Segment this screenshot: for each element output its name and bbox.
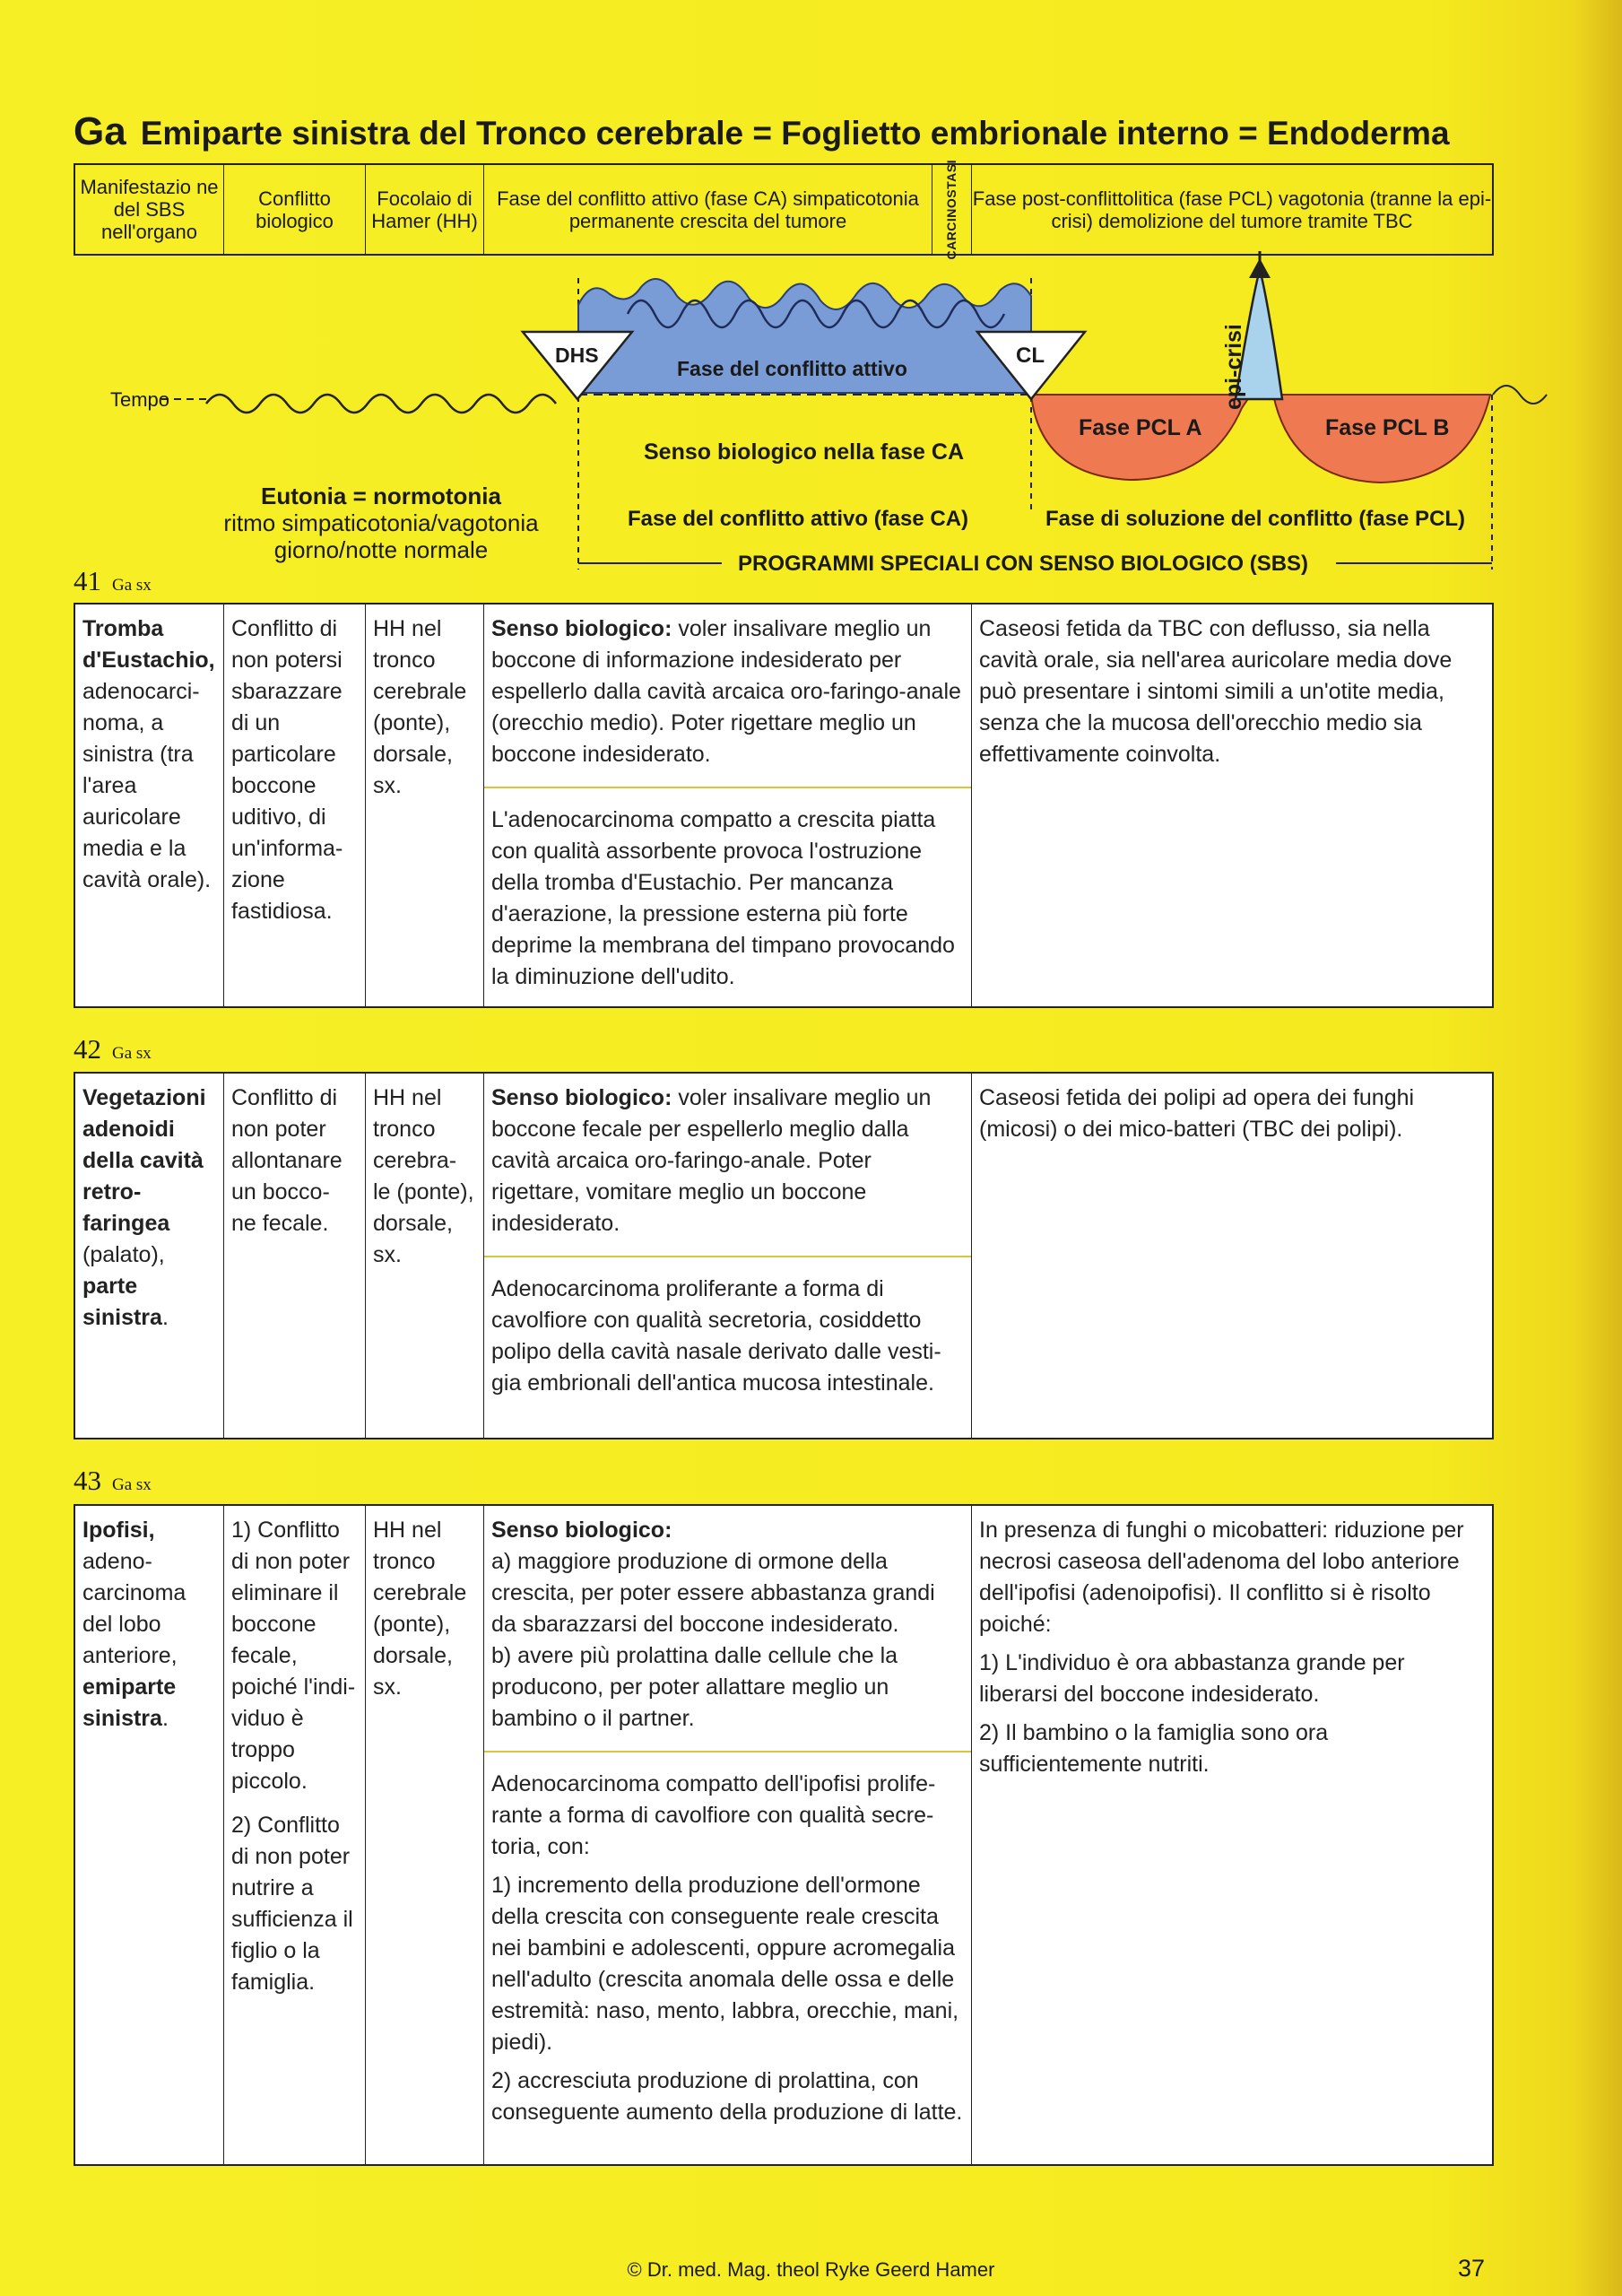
senso-label: Senso biologico:	[491, 1518, 672, 1543]
eutonia-label: Eutonia = normotonia	[261, 483, 501, 509]
conflitto-cell: Conflitto di non poter allontanare un bocco- ne fecale.	[224, 1074, 366, 1438]
tempo-label: Tempo	[110, 388, 170, 411]
header-fase-ca: Fase del conflitto attivo (fase CA) simpaticotonia permanente crescita del tumore	[484, 165, 932, 254]
ca-text: Adenocarcinoma proliferante a forma di cavolfiore con qualità secretoria, cosiddetto polipo della cavità nasale derivato dalle vesti- gia embrionali dell'antica mucosa intestinale.	[491, 1276, 941, 1396]
fase-pcl-cell	[972, 1506, 1492, 2164]
dhs-label: DHS	[555, 344, 599, 367]
organ-desc: adenocarci- noma, a sinistra (tra l'area auricolare media e la cavità orale).	[82, 679, 212, 892]
focolaio-cell: HH nel tronco cerebra- le (ponte), dorsale, sx.	[366, 1074, 484, 1438]
organ-cell	[75, 1506, 224, 2164]
fase-pcl-cell: Caseosi fetida dei polipi ad opera dei funghi (micosi) o dei mico-batteri (TBC dei polipi).	[979, 1085, 1415, 1142]
fase-pcl-cell: Caseosi fetida da TBC con deflusso, sia nella cavità orale, sia nell'area auricolare media dove può presentare i sintomi simili a un'otite media, senza che la mucosa dell'orecchio medio sia effettivamente coinvolta.	[979, 616, 1453, 767]
row-sub: Ga sx	[112, 576, 152, 595]
epicrisi-label: epi-crisi	[1221, 324, 1246, 410]
senso-block	[484, 1074, 971, 1248]
header-table	[74, 159, 1494, 260]
section-code: Ga	[74, 109, 126, 153]
eutonia-block	[202, 483, 560, 563]
senso-b: b) avere più prolattina dalle cellule che la producono, per poter allattare meglio un bambino o il partner.	[491, 1643, 898, 1731]
fase-ca-cell	[484, 604, 972, 1006]
section-title: Emiparte sinistra del Tronco cerebrale = Foglietto embrionale interno = Endoderma	[140, 115, 1450, 152]
senso-block	[484, 1506, 971, 1744]
senso-ca-label: Senso biologico nella fase CA	[644, 439, 965, 465]
senso-text: voler insalivare meglio un boccone fecale per espellerlo meglio dalla cavità arcaica oro-faringo-anale. Poter rigettare, vomitare meglio un boccone indesiderato.	[491, 1085, 932, 1236]
organ-cell	[75, 604, 224, 1006]
ca-1: 1) incremento della produzione dell'ormone della crescita con conseguente reale crescita nei bambini e adolescenti, oppure acromegalia nell'adulto (crescita anomala delle ossa e delle estremità: naso, mento, labbra, orecchie, mani, piedi).	[491, 1873, 959, 2055]
header-manifestazione: Manifestazio ne del SBS nell'organo	[75, 165, 224, 254]
normotonia-wave	[206, 395, 556, 413]
fase-ca-cell	[484, 1506, 972, 2164]
senso-label: Senso biologico:	[491, 616, 672, 641]
organ-side: emiparte sinistra	[82, 1674, 177, 1731]
pcl-2: 2) Il bambino o la famiglia sono ora sufficientemente nutriti.	[979, 1720, 1329, 1777]
fase-ca-cell	[484, 1074, 972, 1438]
fase-soluzione-label: Fase di soluzione del conflitto (fase PCL)	[1045, 507, 1466, 531]
fase-attivo-label: Fase del conflitto attivo	[677, 357, 907, 380]
ca-intro: Adenocarcinoma compatto dell'ipofisi prolife- rante a forma di cavolfiore con qualità secre- toria, con:	[491, 1771, 936, 1859]
programmi-label: PROGRAMMI SPECIALI CON SENSO BIOLOGICO (SBS)	[738, 552, 1309, 576]
page-title	[74, 109, 1450, 154]
ca-block	[484, 1760, 971, 2137]
senso-block	[484, 604, 971, 779]
page-number: 37	[1458, 2255, 1486, 2282]
organ-name: Vegetazioni adenoidi della cavità retro- faringea	[82, 1085, 206, 1236]
divider	[484, 1256, 971, 1257]
table-row	[74, 1072, 1494, 1439]
row-number-41	[74, 565, 152, 597]
organ-desc: adeno- carcinoma del lobo anteriore,	[82, 1549, 186, 1668]
giorno-label: giorno/notte normale	[273, 536, 489, 563]
end-wave	[1493, 386, 1547, 404]
fase-pcl-b-label: Fase PCL B	[1325, 415, 1450, 440]
ca-text: L'adenocarcinoma compatto a crescita piatta con qualità assorbente provoca l'ostruzione della tromba d'Eustachio. Per mancanza d'aerazione, la pressione esterna più forte deprime la membrana del timpano provocando la diminuzione dell'udito.	[491, 807, 955, 989]
senso-text: voler insalivare meglio un boccone di informazione indesiderato per espellerlo dalla cavità arcaica oro-faringo-anale (orecchio medio). Poter rigettare meglio un boccone indesiderato.	[491, 616, 961, 767]
header-conflitto: Conflitto biologico	[224, 165, 366, 254]
conflitto-cell: Conflitto di non potersi sbarazzare di un particolare boccone uditivo, di un'informa-zione fastidiosa.	[224, 604, 366, 1006]
ca-2: 2) accresciuta produzione di prolattina, con conseguente aumento della produzione di latte.	[491, 2068, 963, 2125]
organ-desc: (palato),	[82, 1242, 165, 1267]
organ-side: parte sinistra	[82, 1274, 162, 1330]
cl-label: CL	[1016, 344, 1045, 368]
carcinostasi-label: CARCINOSTASI	[944, 159, 958, 260]
header-carcinostasi	[932, 159, 972, 260]
pcl-1: 1) L'individuo è ora abbastanza grande per liberarsi del boccone indesiderato.	[979, 1650, 1405, 1707]
organ-end: .	[161, 1706, 169, 1731]
senso-a: a) maggiore produzione di ormone della crescita, per poter essere abbastanza grandi da sbarazzarsi del boccone indesiderato.	[491, 1549, 935, 1637]
fase-pcl-a-label: Fase PCL A	[1079, 415, 1202, 440]
row-num: 41	[74, 565, 101, 596]
table-row	[74, 1504, 1494, 2166]
row-sub: Ga sx	[112, 1475, 152, 1494]
header-focolaio: Focolaio di Hamer (HH)	[366, 165, 484, 254]
header-fase-pcl: Fase post-conflittolitica (fase PCL) vagotonia (tranne la epi-crisi) demolizione del tumore tramite TBC	[972, 187, 1492, 232]
organ-cell	[75, 1074, 224, 1438]
copyright: © Dr. med. Mag. theol Ryke Geerd Hamer	[627, 2258, 995, 2281]
organ-name: Tromba d'Eustachio,	[82, 616, 215, 673]
ritmo-label: ritmo simpaticotonia/vagotonia	[223, 509, 539, 536]
table-row	[74, 603, 1494, 1008]
divider	[484, 787, 971, 788]
row-number-43	[74, 1465, 152, 1497]
focolaio-cell: HH nel tronco cerebrale (ponte), dorsale, sx.	[366, 1506, 484, 2164]
divider	[484, 1751, 971, 1752]
focolaio-cell: HH nel tronco cerebrale (ponte), dorsale, sx.	[366, 604, 484, 1006]
organ-name: Ipofisi,	[82, 1518, 155, 1543]
row-sub: Ga sx	[112, 1044, 152, 1063]
row-number-42	[74, 1033, 152, 1065]
conflitto-1: 1) Conflitto di non poter eliminare il boccone fecale, poiché l'indi- viduo è troppo piccolo.	[231, 1518, 356, 1794]
row-num: 42	[74, 1033, 101, 1065]
organ-end: .	[161, 1305, 169, 1330]
row-num: 43	[74, 1465, 101, 1496]
conflitto-cell	[224, 1506, 366, 2164]
conflitto-2: 2) Conflitto di non poter nutrire a sufficienza il figlio o la famiglia.	[231, 1813, 353, 1995]
pcl-intro: In presenza di funghi o micobatteri: riduzione per necrosi caseosa dell'adenoma del lobo anteriore dell'ipofisi (adenoipofisi). Il conflitto si è risolto poiché:	[979, 1518, 1464, 1637]
senso-label: Senso biologico:	[491, 1085, 672, 1110]
fase-ca-label: Fase del conflitto attivo (fase CA)	[628, 507, 969, 531]
